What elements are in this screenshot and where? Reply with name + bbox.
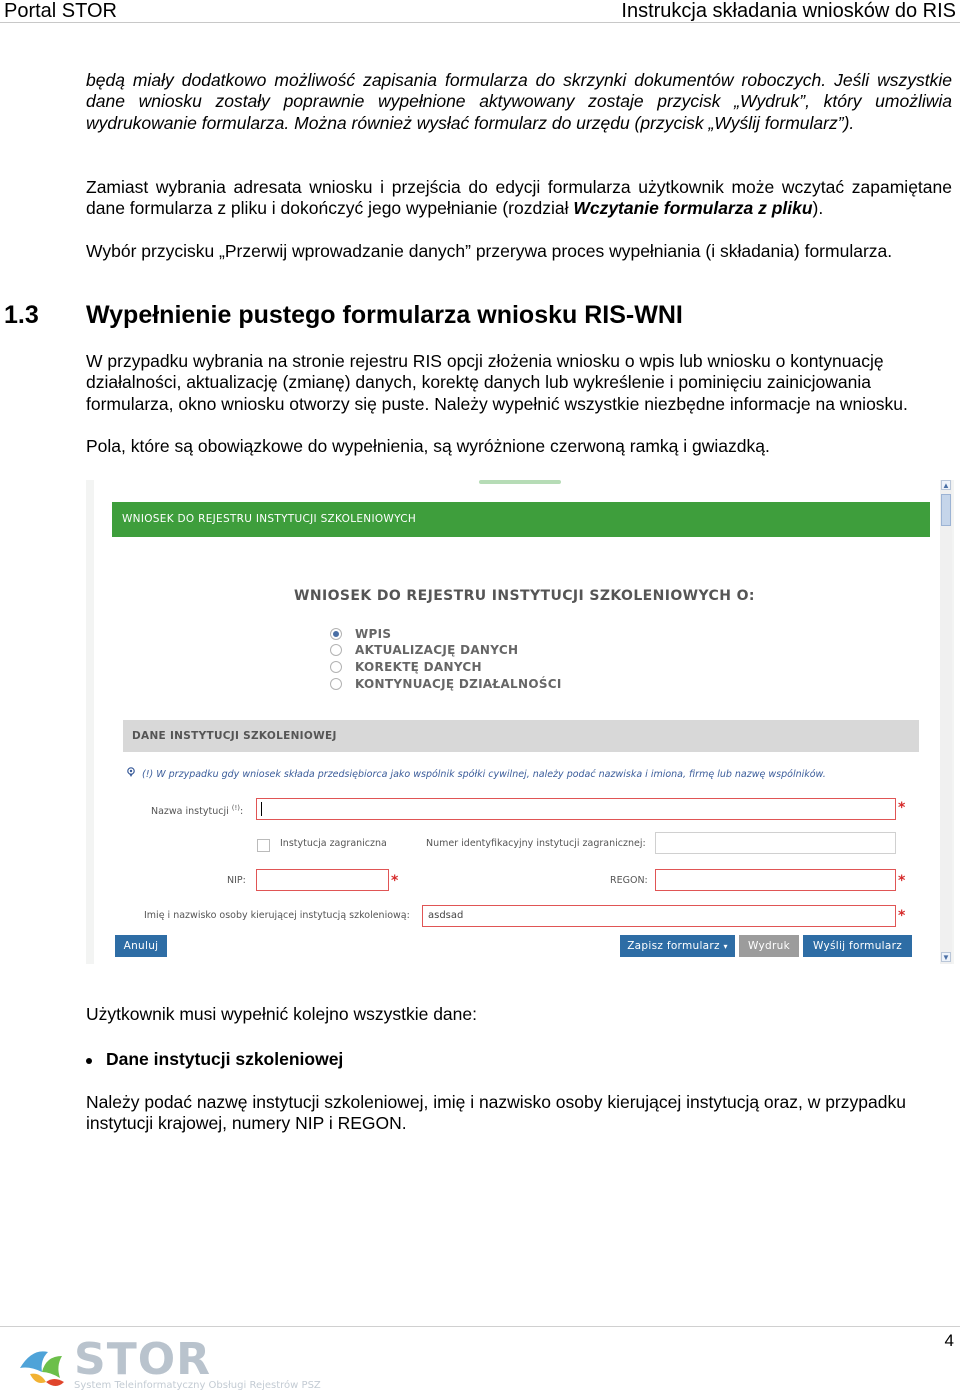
required-star: * bbox=[898, 800, 906, 816]
intro-p2-end: ). bbox=[812, 198, 824, 219]
wydruk-button[interactable]: Wydruk bbox=[739, 935, 799, 957]
radio-label: AKTUALIZACJĘ DANYCH bbox=[355, 643, 519, 657]
kierownik-input[interactable] bbox=[422, 905, 896, 927]
after-body: Należy podać nazwę instytucji szkoleniowej, imię i nazwisko osoby kierującej instytucją oraz, w przypadku instytucji krajowej, numery NIP i REGON. bbox=[86, 1092, 906, 1134]
nazwa-input[interactable] bbox=[256, 798, 896, 820]
radio-icon[interactable] bbox=[330, 644, 342, 656]
info-note-text: (!) W przypadku gdy wniosek składa przedsiębiorca jako wspólnik spółki cywilnej, należy podać nazwiska i imiona, firmę lub nazwę wspólników. bbox=[142, 769, 826, 780]
page-number: 4 bbox=[944, 1331, 954, 1350]
intro-paragraph-2 bbox=[86, 177, 952, 220]
section-title: Wypełnienie pustego formularza wniosku RIS-WNI bbox=[86, 301, 683, 329]
page-header bbox=[0, 0, 960, 23]
form-header-bar: WNIOSEK DO REJESTRU INSTYTUCJI SZKOLENIOWYCH bbox=[112, 502, 930, 537]
required-star: * bbox=[898, 873, 906, 889]
logo-wordmark: STOR bbox=[74, 1334, 211, 1385]
tab-indicator bbox=[479, 480, 561, 484]
regon-input[interactable] bbox=[655, 869, 896, 891]
form-screenshot bbox=[86, 480, 954, 964]
form-window bbox=[94, 480, 940, 964]
header-right-title: Instrukcja składania wniosków do RIS bbox=[621, 0, 956, 22]
radio-label: WPIS bbox=[355, 627, 392, 641]
intro-p2-chapter-ref: Wczytanie formularza z pliku bbox=[573, 198, 813, 219]
nazwa-label: Nazwa instytucji (!): bbox=[151, 804, 244, 818]
scroll-down-icon[interactable]: ▼ bbox=[942, 953, 950, 962]
numer-zagraniczny-input[interactable] bbox=[655, 832, 896, 854]
zagraniczna-checkbox[interactable] bbox=[257, 839, 270, 852]
required-star: * bbox=[898, 908, 906, 924]
radio-selected-icon[interactable] bbox=[330, 628, 342, 640]
zapisz-formularz-button[interactable] bbox=[620, 935, 735, 957]
scroll-up-icon[interactable]: ▲ bbox=[942, 481, 950, 490]
bullet-dot-icon bbox=[86, 1058, 92, 1064]
bullet-text: Dane instytucji szkoleniowej bbox=[106, 1049, 344, 1069]
stor-logo bbox=[16, 1334, 336, 1394]
intro-paragraph-1: będą miały dodatkowo możliwość zapisania formularza do skrzynki dokumentów roboczych. Jeśli wszystkie dane wniosku zostały poprawnie wypełnione aktywowany zostaje przycisk „Wydruk”, który umożliwia wydrukowanie formularza. Można również wysłać formularz do urzędu (przycisk „Wyślij formularz”). bbox=[86, 70, 952, 133]
radio-icon[interactable] bbox=[330, 661, 342, 673]
radio-label: KOREKTĘ DANYCH bbox=[355, 660, 482, 674]
header-left-title: Portal STOR bbox=[4, 0, 117, 22]
stor-bird-icon bbox=[16, 1338, 70, 1392]
info-note bbox=[127, 767, 826, 780]
section-body-2: Pola, które są obowiązkowe do wypełnienia, są wyróżnione czerwoną ramką i gwiazdką. bbox=[86, 436, 770, 456]
nazwa-label-text: Nazwa instytucji bbox=[151, 806, 229, 818]
kierownik-value: asdsad bbox=[428, 910, 464, 921]
scroll-thumb[interactable] bbox=[941, 494, 951, 526]
wyslij-formularz-button[interactable]: Wyślij formularz bbox=[803, 935, 912, 957]
section-bar-dane-instytucji: DANE INSTYTUCJI SZKOLENIOWEJ bbox=[123, 720, 919, 752]
vertical-scrollbar[interactable] bbox=[940, 480, 952, 964]
anuluj-button[interactable]: Anuluj bbox=[115, 935, 167, 957]
text-caret bbox=[261, 802, 262, 816]
section-body-1: W przypadku wybrania na stronie rejestru RIS opcji złożenia wniosku o wpis lub wniosku o kontynuację działalności, aktualizację (zmianę) danych, korektę danych lub wykreślenie i pominięciu zainicjowania formularza, okno wniosku otworzy się puste. Należy wypełnić wszystkie niezbędne informacje na wniosku. bbox=[86, 351, 908, 414]
footer-divider bbox=[0, 1326, 960, 1327]
nazwa-label-sup: (!) bbox=[231, 804, 241, 812]
radio-label: KONTYNUACJĘ DZIAŁALNOŚCI bbox=[355, 677, 562, 691]
zapisz-label: Zapisz formularz bbox=[627, 940, 720, 952]
required-star: * bbox=[391, 873, 399, 889]
logo-subtitle: System Teleinformatyczny Obsługi Rejestrów PSZ bbox=[74, 1380, 321, 1391]
intro-p2-text: Zamiast wybrania adresata wniosku i przejścia do edycji formularza użytkownik może wczytać zapamiętane dane formularza z pliku i dokończyć jego wypełnianie (rozdział bbox=[86, 177, 952, 219]
intro-paragraph-3: Wybór przycisku „Przerwij wprowadzanie danych” przerywa proces wypełniania (i składania) formularza. bbox=[86, 241, 893, 261]
zagraniczna-label: Instytucja zagraniczna bbox=[280, 838, 387, 849]
nip-input[interactable] bbox=[256, 869, 389, 891]
radio-icon[interactable] bbox=[330, 678, 342, 690]
section-number: 1.3 bbox=[4, 301, 39, 329]
regon-label: REGON: bbox=[610, 875, 648, 886]
numer-zagraniczny-label: Numer identyfikacyjny instytucji zagranicznej: bbox=[426, 838, 646, 849]
info-pin-icon bbox=[127, 767, 135, 777]
nip-label: NIP: bbox=[227, 875, 246, 886]
dropdown-arrow-icon: ▾ bbox=[723, 942, 728, 951]
kierownik-label: Imię i nazwisko osoby kierującej instytucją szkoleniową: bbox=[144, 910, 410, 921]
form-title: WNIOSEK DO REJESTRU INSTYTUCJI SZKOLENIOWYCH O: bbox=[294, 588, 755, 604]
after-intro: Użytkownik musi wypełnić kolejno wszystkie dane: bbox=[86, 1004, 477, 1024]
